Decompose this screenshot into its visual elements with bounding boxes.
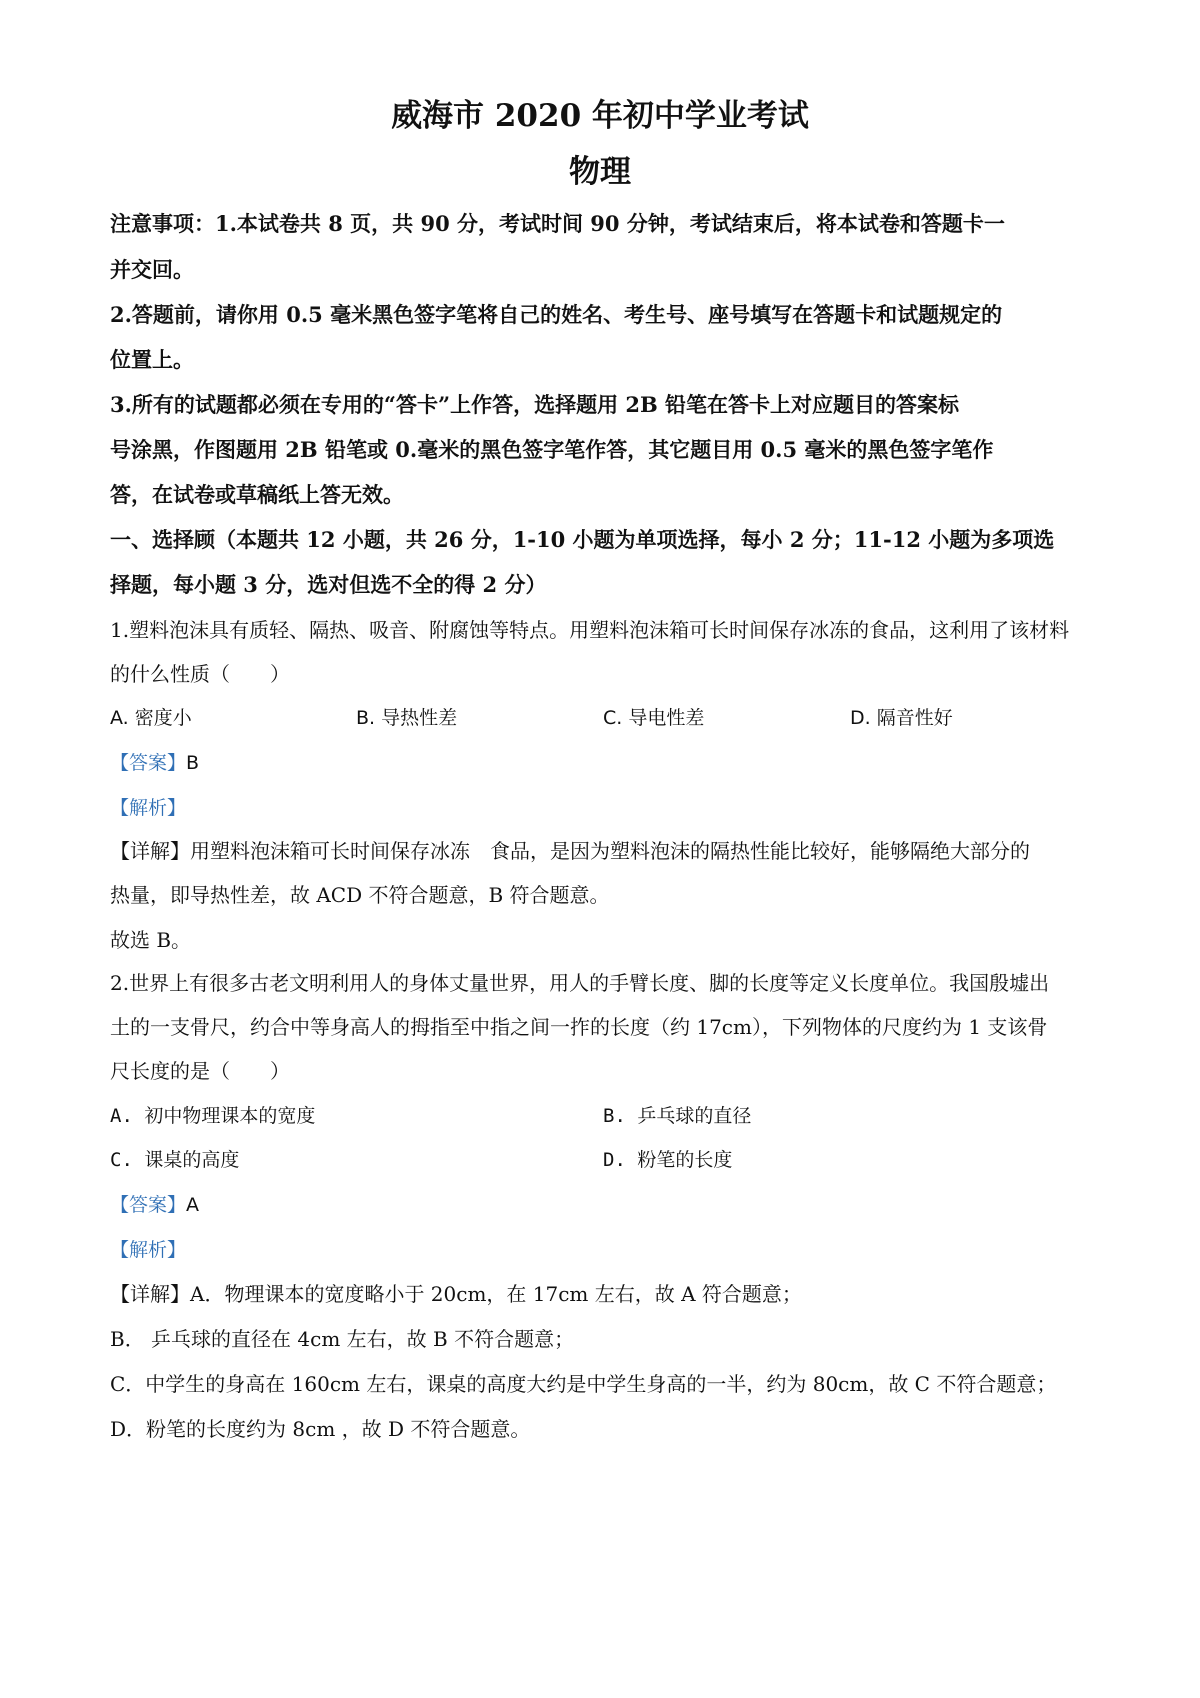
q2-answer-line [110,1192,199,1217]
q1-detail-line-2: 热量，即导热性差，故 ACD 不符合题意，B 符合题意。 [110,883,610,907]
q2-stem-line-1: 2.世界上有很多古老文明利用人的身体丈量世界，用人的手臂长度、脚的长度等定义长度单位。我国殷墟出 [110,971,1050,995]
subject-title: 物理 [569,154,631,190]
notice-line-6: 号涂黑，作图题用 2B 铅笔或 0.毫米的黑色签字笔作答，其它题目用 0.5 毫米的黑色签字笔作 [110,437,994,462]
q1-answer-tag: 【答案】 [110,752,187,774]
q2-analysis-tag: 【解析】 [110,1239,187,1261]
q1-answer-value: B [186,752,200,774]
section-heading-line-2: 择题，每小题 3 分，选对但选不全的得 2 分） [110,572,547,597]
q2-detail-line-2: B． 乒乓球的直径在 4cm 左右，故 B 不符合题意； [110,1327,575,1351]
q2-detail-line-4: D．粉笔的长度约为 8cm ，故 D 不符合题意。 [110,1417,531,1441]
q1-stem-line-1: 1.塑料泡沫具有质轻、隔热、吸音、附腐蚀等特点。用塑料泡沫箱可长时间保存冰冻的食品，这利用了该材料 [110,618,1070,642]
q1-analysis-line [110,795,186,820]
q2-option-c: C. 课桌的高度 [110,1149,240,1171]
exam-title: 威海市 2020 年初中学业考试 [391,98,809,134]
q2-stem-line-2: 土的一支骨尺，约合中等身高人的拇指至中指之间一拃的长度（约 17cm），下列物体的尺度约为 1 支该骨 [110,1015,1048,1039]
q2-detail-line-3: C．中学生的身高在 160cm 左右，课桌的高度大约是中学生身高的一半，约为 80cm，故 C 不符合题意； [110,1372,1057,1396]
notice-line-2: 并交回。 [110,257,194,282]
q1-answer-line [110,750,199,775]
q2-detail-line-1: 【详解】A．物理课本的宽度略小于 20cm，在 17cm 左右，故 A 符合题意； [110,1282,802,1306]
q2-answer-tag: 【答案】 [110,1194,187,1216]
notice-line-4: 位置上。 [110,347,194,372]
notice-line-1: 注意事项：1.本试卷共 8 页，共 90 分，考试时间 90 分钟，考试结束后，将本试卷和答题卡一 [110,211,1005,236]
q1-option-b: B. 导热性差 [356,707,458,729]
q1-option-a: A. 密度小 [110,707,192,729]
q2-stem-line-3: 尺长度的是（ ） [110,1059,290,1083]
q1-option-c: C. 导电性差 [603,707,705,729]
q2-option-b: B. 乒乓球的直径 [603,1105,752,1127]
q1-analysis-tag: 【解析】 [110,797,187,819]
q2-option-d: D. 粉笔的长度 [603,1149,733,1171]
notice-line-3: 2.答题前，请你用 0.5 毫米黑色签字笔将自己的姓名、考生号、座号填写在答题卡和试题规定的 [110,302,1003,327]
section-heading-line-1: 一、选择顾（本题共 12 小题，共 26 分，1-10 小题为单项选择，每小 2 分；11-12 小题为多项选 [110,527,1055,552]
notice-line-7: 答，在试卷或草稿纸上答无效。 [110,482,404,507]
q2-option-a: A. 初中物理课本的宽度 [110,1105,316,1127]
notice-line-5: 3.所有的试题都必须在专用的“答卡”上作答，选择题用 2B 铅笔在答卡上对应题目的答案标 [110,392,960,417]
q1-conclusion: 故选 B。 [110,928,192,952]
q2-analysis-line [110,1237,186,1262]
q1-option-d: D. 隔音性好 [850,707,953,729]
q1-stem-line-2: 的什么性质（ ） [110,662,290,686]
q1-detail-line-1: 【详解】用塑料泡沫箱可长时间保存冰冻 食品，是因为塑料泡沫的隔热性能比较好，能够隔绝大部分的 [110,839,1030,863]
q2-answer-value: A [186,1194,200,1216]
